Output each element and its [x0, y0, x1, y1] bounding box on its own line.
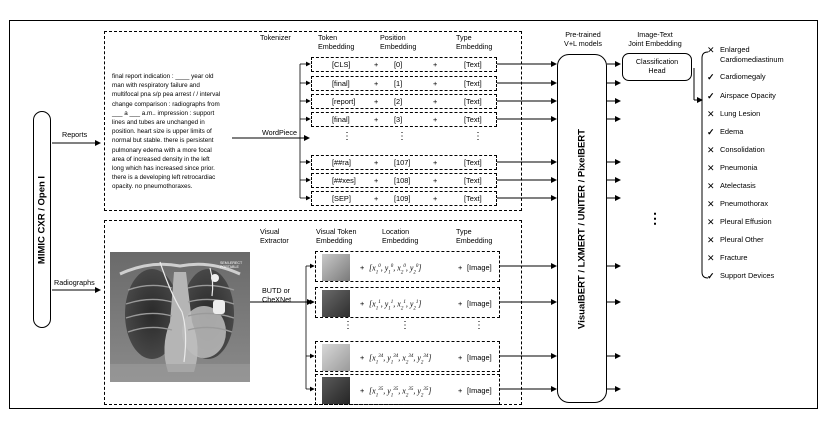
type-header: Type [456, 227, 472, 236]
chexnet-label: CheXNet [262, 295, 292, 304]
label-item [707, 235, 764, 249]
type-embedding: [Image] [467, 263, 492, 272]
model-box [557, 54, 607, 403]
region-index: 0 [415, 264, 419, 269]
plus-sign: + [458, 263, 463, 272]
type-embedding: [Image] [467, 386, 492, 395]
image-row [315, 341, 500, 372]
image-row [315, 287, 500, 318]
classification-head-label-2: Head [648, 66, 666, 75]
cross-icon: ✕ [707, 45, 715, 55]
region-index: 35 [408, 387, 414, 392]
token-row [311, 191, 497, 206]
label-name: Airspace Opacity [720, 91, 776, 100]
check-icon: ✓ [707, 72, 715, 82]
report-line: pulmonary edema with a more focal [112, 146, 212, 154]
type-embedding-header-2: Embedding [456, 42, 493, 51]
token-row-vdots: ⋮ [473, 131, 483, 142]
plus-sign: + [433, 194, 438, 203]
location-embedding: [$x_1^{34}$, $y_1^{34}$, $x_2^{34}$, $y_2^{34}$] [369, 353, 432, 366]
location-embedding: [$x_1^{35}$, $y_1^{35}$, $x_2^{35}$, $y_2^{35}$] [369, 386, 432, 399]
report-line: opacity. no pneumothoraxes. [112, 183, 193, 191]
type-embedding: [Image] [467, 299, 492, 308]
region-index: 34 [393, 354, 399, 359]
report-line: multifocal pna s/p pea arrest / / interval [112, 91, 221, 99]
cross-icon: ✕ [707, 217, 715, 227]
label-item [707, 217, 772, 231]
label-item [707, 163, 757, 177]
plus-sign: + [374, 115, 379, 124]
label-item [707, 91, 776, 105]
region-index: 1 [415, 300, 419, 305]
position-embedding: [108] [394, 176, 411, 185]
label-name: Pleural Effusion [720, 217, 772, 226]
label-item [707, 145, 765, 159]
report-line: ___ a ___ a.m.. impression : support [112, 109, 215, 117]
visual-extractor-header: Visual [260, 227, 280, 236]
plus-sign: + [360, 263, 365, 272]
token-row-vdots: ⋮ [342, 131, 352, 142]
location-embedding: [$x_1^1$, $y_1^1$, $x_2^1$, $y_2^1$] [369, 299, 422, 312]
region-index: 1 [390, 300, 394, 305]
butd-label: BUTD or [262, 286, 290, 295]
plus-sign: + [433, 176, 438, 185]
token-row [311, 112, 497, 127]
cross-icon: ✕ [707, 109, 715, 119]
region-index: 34 [378, 354, 384, 359]
cross-icon: ✕ [707, 181, 715, 191]
plus-sign: + [360, 299, 365, 308]
region-index: 34 [423, 354, 429, 359]
cross-icon: ✕ [707, 199, 715, 209]
label-name: Enlarged Cardiomediastinum [720, 45, 784, 64]
region-index: 35 [378, 387, 384, 392]
report-line: area of increased density in the left [112, 155, 210, 163]
token-embedding: [final] [332, 79, 350, 88]
plus-sign: + [458, 386, 463, 395]
region-thumbnail [322, 254, 350, 281]
model-label: VisualBERT / LXMERT / UNITER / PixelBERT [576, 128, 588, 329]
token-row [311, 173, 497, 188]
tokenizer-header: Tokenizer [260, 33, 291, 42]
token-row [311, 94, 497, 109]
token-embedding-header-2: Embedding [318, 42, 355, 51]
cross-icon: ✕ [707, 235, 715, 245]
chest-xray-image [110, 252, 250, 382]
label-item [707, 199, 768, 213]
position-embedding: [2] [394, 97, 403, 106]
plus-sign: + [433, 97, 438, 106]
token-row-vdots: ⋮ [397, 131, 407, 142]
label-name: Cardiomegaly [720, 72, 766, 81]
plus-sign: + [374, 97, 379, 106]
label-item [707, 181, 756, 195]
label-item [707, 72, 766, 86]
region-index: 1 [403, 300, 406, 305]
check-icon: ✓ [707, 127, 715, 137]
output-arrows [607, 64, 620, 389]
label-item [707, 45, 784, 64]
token-embedding: [CLS] [332, 60, 351, 69]
image-row-vdots: ⋮ [343, 320, 353, 331]
plus-sign: + [458, 353, 463, 362]
xray-caption-line-1: SEMI-ERECT [220, 261, 243, 265]
plus-sign: + [360, 386, 365, 395]
label-name: Edema [720, 127, 744, 136]
report-line: final report indication : ____ year old [112, 73, 214, 80]
token-embedding: [##ra] [332, 158, 351, 167]
token-embedding: [SEP] [332, 194, 351, 203]
label-name: Lung Lesion [720, 109, 761, 118]
label-item [707, 271, 774, 285]
position-embedding: [0] [394, 60, 403, 69]
position-embedding: [109] [394, 194, 411, 203]
token-embedding: [final] [332, 115, 350, 124]
location-header: Location [382, 227, 410, 236]
label-name: Pneumonia [720, 163, 758, 172]
image-row-vdots: ⋮ [400, 320, 410, 331]
region-index: 0 [390, 264, 394, 269]
token-embedding-header: Token [318, 33, 338, 42]
plus-sign: + [458, 299, 463, 308]
visual-token-header: Visual Token [316, 227, 357, 236]
model-header: Pre-trained [565, 30, 601, 39]
joint-embedding-label: Image-Text [637, 30, 673, 39]
visual-extractor-header-2: Extractor [260, 236, 289, 245]
report-line: man with respiratory failure and [112, 82, 200, 90]
plus-sign: + [433, 60, 438, 69]
label-name: Consolidation [720, 145, 765, 154]
type-embedding: [Text] [464, 176, 482, 185]
label-item [707, 253, 748, 267]
region-index: 35 [393, 387, 399, 392]
plus-sign: + [374, 60, 379, 69]
report-line: there is a developing left retrocardiac [112, 174, 216, 182]
type-embedding: [Text] [464, 97, 482, 106]
dataset-box [33, 111, 51, 328]
type-header-2: Embedding [456, 236, 493, 245]
token-row [311, 76, 497, 91]
report-line: normal but stable. there is persistent [112, 137, 214, 145]
image-row-vdots: ⋮ [474, 320, 484, 331]
plus-sign: + [374, 194, 379, 203]
type-embedding: [Text] [464, 194, 482, 203]
position-embedding-header-2: Embedding [380, 42, 417, 51]
plus-sign: + [433, 79, 438, 88]
position-embedding: [107] [394, 158, 411, 167]
label-name: Pleural Other [720, 235, 764, 244]
model-header-2: V+L models [564, 39, 602, 48]
plus-sign: + [374, 79, 379, 88]
position-embedding-header: Position [380, 33, 406, 42]
token-row [311, 57, 497, 72]
token-embedding: [##xes] [332, 176, 356, 185]
image-row [315, 251, 500, 282]
position-embedding: [1] [394, 79, 403, 88]
plus-sign: + [433, 158, 438, 167]
label-item [707, 127, 743, 141]
image-row [315, 374, 500, 405]
label-name: Pneumothorax [720, 199, 769, 208]
joint-embedding-label-2: Joint Embedding [628, 39, 682, 48]
token-embedding: [report] [332, 97, 356, 106]
type-embedding: [Image] [467, 353, 492, 362]
type-embedding: [Text] [464, 158, 482, 167]
region-index: 1 [378, 300, 381, 305]
report-line: position. heart size is upper limits of [112, 128, 212, 136]
report-line: change comparison : radiographs from [112, 100, 220, 108]
report-line: long which has increased since prior. [112, 165, 215, 172]
reports-label: Reports [62, 130, 88, 139]
radiographs-label: Radiographs [54, 278, 95, 287]
plus-sign: + [433, 115, 438, 124]
plus-sign: + [360, 353, 365, 362]
check-icon: ✓ [707, 271, 715, 281]
region-index: 35 [423, 387, 429, 392]
plus-sign: + [374, 158, 379, 167]
classification-head-box [622, 53, 692, 81]
classification-head-label: Classification [635, 57, 679, 66]
region-thumbnail [322, 344, 350, 371]
label-name: Atelectasis [720, 181, 756, 190]
label-item [707, 109, 760, 123]
type-embedding: [Text] [464, 79, 482, 88]
type-embedding-header: Type [456, 33, 472, 42]
label-name: Support Devices [720, 271, 775, 280]
report-line: lines and tubes are unchanged in [112, 119, 205, 126]
dataset-label: MIMIC CXR / Open I [36, 175, 48, 264]
type-embedding: [Text] [464, 60, 482, 69]
cross-icon: ✕ [707, 253, 715, 263]
xray-caption [220, 261, 242, 269]
location-header-2: Embedding [382, 236, 419, 245]
token-row [311, 155, 497, 170]
plus-sign: + [374, 176, 379, 185]
region-index: 0 [403, 264, 406, 269]
region-thumbnail [322, 377, 350, 404]
region-index: 0 [378, 264, 381, 269]
location-embedding: [$x_1^0$, $y_1^0$, $x_2^0$, $y_2^0$] [369, 263, 422, 276]
check-icon: ✓ [707, 91, 715, 101]
wordpiece-label: WordPiece [262, 128, 298, 137]
position-embedding: [3] [394, 115, 403, 124]
region-thumbnail [322, 290, 350, 317]
output-ellipsis: ⋮ [648, 210, 662, 226]
region-index: 34 [408, 354, 414, 359]
type-embedding: [Text] [464, 115, 482, 124]
visual-token-header-2: Embedding [316, 236, 353, 245]
cross-icon: ✕ [707, 163, 715, 173]
xray-caption-line-2: PORTABLE [220, 265, 239, 270]
cross-icon: ✕ [707, 145, 715, 155]
label-name: Fracture [720, 253, 748, 262]
